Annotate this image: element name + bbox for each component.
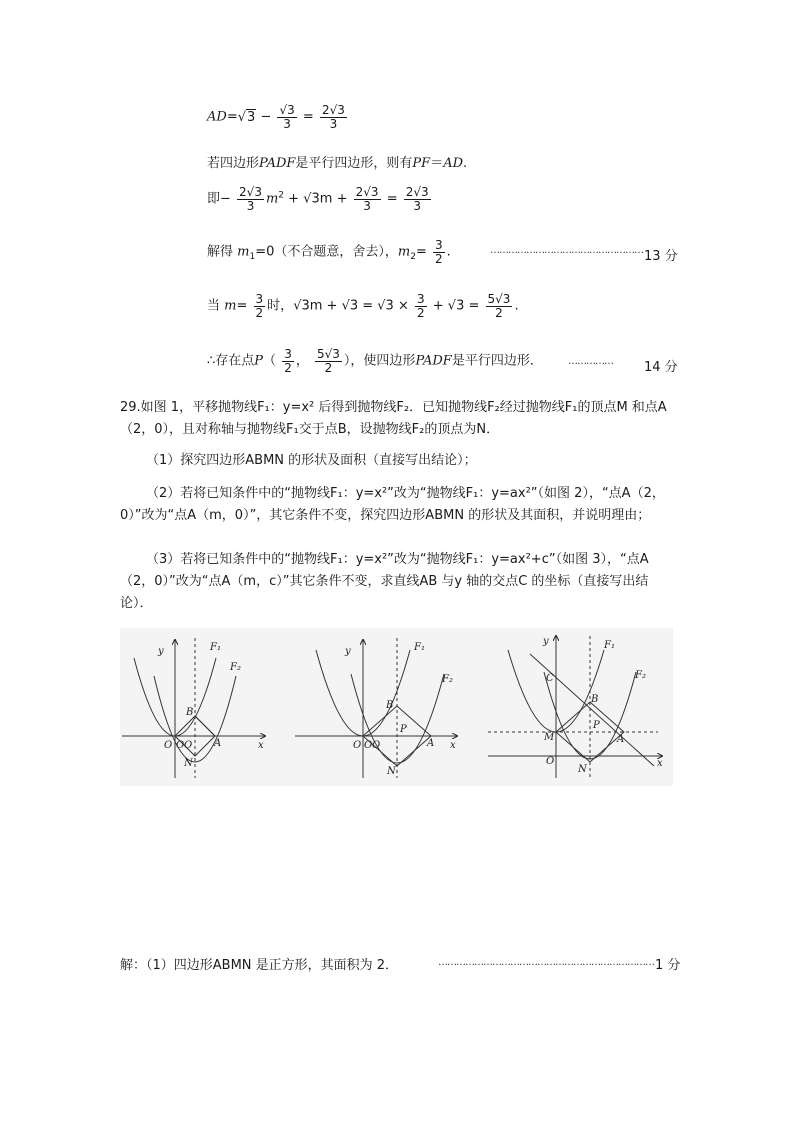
ad-lhs: AD — [207, 109, 227, 125]
frac-num: 2√3 — [239, 185, 262, 199]
text: 即− — [207, 191, 231, 207]
padf-label: PADF — [259, 156, 296, 171]
fraction — [404, 186, 431, 212]
text: 当 — [207, 298, 221, 314]
score-dots: …………………………………………… — [490, 245, 643, 256]
label-f2: F₂ — [442, 674, 453, 685]
exists-line — [207, 348, 543, 374]
fraction — [315, 348, 342, 374]
frac-num: 2√3 — [405, 185, 429, 199]
period: . — [446, 244, 451, 260]
label-o2: O — [364, 740, 373, 751]
answer-line: 解：（1）四边形ABMN 是正方形，其面积为 2． — [120, 958, 399, 973]
score-dots: …………… — [568, 356, 613, 367]
padf-label: PADF — [415, 353, 452, 369]
label-x: x — [450, 740, 456, 751]
solution-line — [207, 239, 451, 265]
pf-label: PF — [412, 156, 431, 171]
segment-ba — [195, 716, 215, 736]
point-p: P — [254, 353, 264, 369]
fraction — [282, 348, 294, 374]
text: ∴存在点 — [207, 353, 255, 369]
label-a: A — [214, 738, 222, 749]
label-o2: O — [176, 740, 185, 751]
label-y: y — [543, 636, 549, 647]
frac-num: 2√3 — [355, 185, 379, 199]
text: 解得 — [207, 244, 234, 260]
var-m: m — [237, 244, 250, 260]
equation-line — [207, 186, 433, 212]
frac-num: 2√3 — [321, 103, 345, 117]
label-b: B — [186, 707, 194, 718]
parallelogram-condition — [207, 152, 467, 171]
frac-num: 3 — [417, 292, 425, 306]
plus: + — [288, 191, 300, 207]
fraction — [237, 186, 264, 212]
frac-num: 5√3 — [487, 292, 511, 306]
figures-svg — [120, 628, 673, 786]
frac-den: 2 — [284, 360, 292, 375]
answer-score: 1 分 — [655, 958, 681, 973]
frac-num: √3 — [279, 103, 295, 117]
ad-label: AD — [443, 156, 464, 171]
frac-den: 2 — [495, 305, 503, 320]
var-m: m — [397, 244, 411, 260]
question-29-part2: （2）若将已知条件中的“抛物线F₁：y=x²”改为“抛物线F₁：y=ax²”（如图 2），“点A（2，0）”改为“点A（m，0）”，其它条件不变，探究四边形ABMN 的形状及其面积，并说明理由； — [120, 486, 665, 523]
label-b: B — [591, 694, 599, 705]
fraction — [433, 239, 445, 265]
fraction — [354, 186, 381, 212]
expression: √3m + √3 = √3 × — [293, 298, 413, 314]
text: 是平行四边形，则有 — [295, 156, 413, 171]
frac-num: 3 — [255, 292, 264, 306]
label-o3: O — [372, 740, 381, 751]
text: 时， — [267, 298, 294, 314]
label-y: y — [345, 646, 351, 657]
expression: + √3 = — [428, 298, 484, 314]
subscript: 1 — [249, 252, 256, 263]
var-m: m — [265, 191, 279, 207]
equals: = — [226, 109, 238, 125]
label-a: A — [617, 734, 625, 745]
label-f1: F₁ — [210, 642, 221, 653]
minus: − — [260, 109, 272, 125]
text: ，使四边形 — [350, 353, 416, 369]
fraction — [486, 293, 513, 319]
when-line — [207, 293, 519, 319]
equals: = — [415, 244, 427, 260]
fraction — [254, 293, 266, 319]
label-m: M — [544, 732, 555, 743]
question-29-intro: 29.如图 1，平移抛物线F₁：y=x² 后得到抛物线F₂．已知抛物线F₂经过抛物线F₁的顶点M 和点A（2，0），且对称轴与抛物线F₁交于点B，设抛物线F₂的顶点为N． — [120, 400, 667, 437]
fraction — [415, 293, 427, 319]
sqrt-3: √3 — [237, 109, 256, 125]
label-b: B — [386, 700, 394, 711]
exponent: 2 — [278, 190, 285, 201]
label-c: C — [546, 673, 554, 684]
figure-2 — [295, 638, 457, 778]
text: =0（不合题意，舍去）， — [255, 244, 398, 260]
label-x: x — [258, 740, 264, 751]
frac-den: 2 — [435, 251, 443, 266]
label-o3: O — [184, 740, 193, 751]
plus: + — [336, 191, 348, 207]
question-29-part3: （3）若将已知条件中的“抛物线F₁：y=x²”改为“抛物线F₁：y=ax²+c”（如图 3），“点A（2，0）”改为“点A（m，c）”其它条件不变，求直线AB 与y 轴的交点C 的坐标（直接写出结论）． — [120, 552, 649, 611]
label-y: y — [158, 646, 164, 657]
frac-num: 5√3 — [316, 347, 340, 361]
fraction-2 — [320, 104, 347, 130]
label-o: O — [164, 740, 173, 751]
ad-equation — [207, 104, 349, 130]
sqrt3-m: √3m — [303, 191, 333, 207]
figure-1 — [122, 638, 265, 778]
paren: （ — [263, 353, 277, 369]
label-p: P — [593, 720, 600, 731]
frac-den: 3 — [413, 198, 422, 213]
label-o: O — [546, 756, 555, 767]
score-13: 13 分 — [644, 249, 678, 264]
frac-den: 2 — [324, 360, 333, 375]
frac-den: 2 — [417, 305, 425, 320]
equals: = — [236, 298, 248, 314]
score-14: 14 分 — [644, 360, 678, 375]
equals: = — [386, 191, 398, 207]
text: 是平行四边形． — [451, 353, 543, 369]
frac-num: 3 — [284, 347, 292, 361]
fraction-1 — [277, 104, 296, 130]
label-a: A — [427, 738, 435, 749]
label-n: N — [387, 766, 396, 777]
figure-3 — [488, 636, 662, 778]
radicand: 3 — [247, 109, 256, 125]
frac-den: 3 — [283, 116, 291, 131]
label-x: x — [657, 758, 663, 769]
frac-den: 3 — [363, 198, 371, 213]
paren: ） — [343, 353, 351, 369]
var-m: m — [224, 298, 237, 314]
subscript: 2 — [410, 252, 416, 263]
equals: ＝ — [430, 156, 444, 171]
label-o: O — [353, 740, 362, 751]
label-n: N — [578, 764, 587, 775]
figures-panel — [120, 628, 673, 786]
comma: ， — [295, 353, 309, 369]
frac-den: 3 — [329, 116, 338, 131]
label-f1: F₁ — [414, 642, 425, 653]
label-n: N — [184, 758, 193, 769]
label-f2: F₂ — [230, 662, 241, 673]
period: . — [463, 156, 468, 171]
label-f1: F₁ — [604, 640, 615, 651]
label-p: P — [400, 724, 407, 735]
label-f2: F₂ — [635, 670, 646, 681]
frac-den: 2 — [255, 305, 264, 320]
answer-dots: ……………………………………………………………… — [438, 957, 654, 968]
equals: = — [302, 109, 314, 125]
frac-den: 3 — [246, 198, 255, 213]
frac-num: 3 — [435, 238, 443, 252]
text: 若四边形 — [207, 156, 260, 171]
question-29-part1: （1）探究四边形ABMN 的形状及面积（直接写出结论）； — [146, 453, 477, 468]
period: . — [514, 298, 519, 314]
